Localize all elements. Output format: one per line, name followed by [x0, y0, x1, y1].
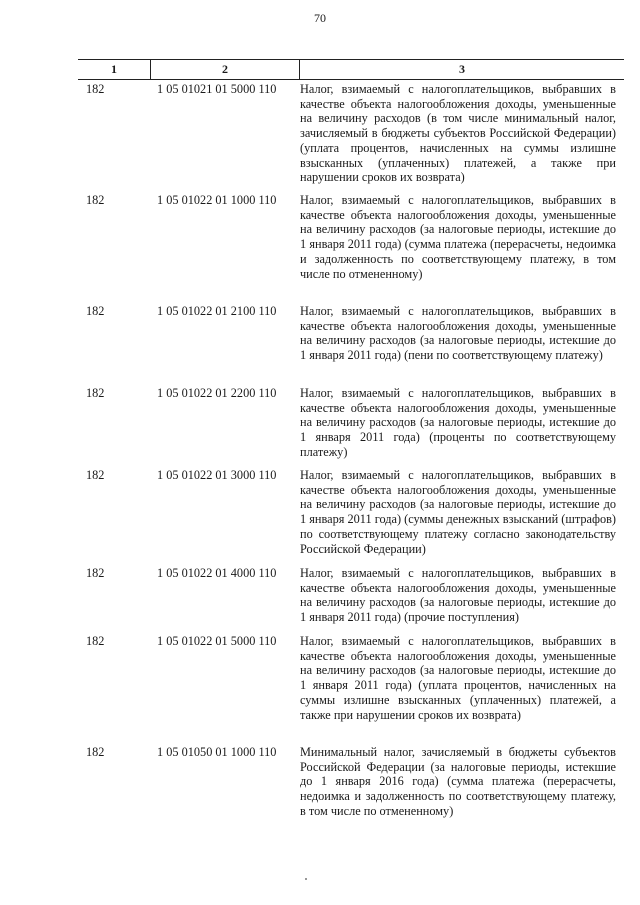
scan-speck	[305, 878, 307, 880]
income-description: Налог, взимаемый с налогоплательщиков, выбравших в качестве объекта налогообложения доходы, уменьшенные на величину расходов (за налоговые периоды, истекшие до 1 января 2011 года) (прочие поступления)	[300, 566, 616, 625]
income-description: Налог, взимаемый с налогоплательщиков, выбравших в качестве объекта налогообложения доходы, уменьшенные на величину расходов (в том числе минимальный налог, зачисляемый в бюджеты субъектов Российской Федерации) (уплата процентов, начисленных на суммы излишне взысканных (уплаченных) платежей, а также при нарушении сроков их возврата)	[300, 82, 616, 185]
income-description: Налог, взимаемый с налогоплательщиков, выбравших в качестве объекта налогообложения доходы, уменьшенные на величину расходов (за налоговые периоды, истекшие до 1 января 2011 года) (сумма платежа (перерасчеты, недоимка и задолженность по соответствующему платежу, в том числе по отмененному)	[300, 193, 616, 281]
admin-code: 182	[86, 386, 105, 400]
admin-code: 182	[86, 82, 105, 96]
budget-classification-code: 1 05 01022 01 2100 110	[157, 304, 277, 318]
budget-classification-code: 1 05 01022 01 1000 110	[157, 193, 277, 207]
income-description: Налог, взимаемый с налогоплательщиков, выбравших в качестве объекта налогообложения доходы, уменьшенные на величину расходов (за налоговые периоды, истекшие до 1 января 2011 года) (суммы денежных взысканий (штрафов) по соответствующему платежу согласно законодательству Российской Федерации)	[300, 468, 616, 556]
income-description: Минимальный налог, зачисляемый в бюджеты субъектов Российской Федерации (за налоговые периоды, истекшие до 1 января 2016 года) (сумма платежа (перерасчеты, недоимка и задолженность по соответствующему платежу, в том числе по отмененному)	[300, 745, 616, 818]
budget-classification-code: 1 05 01022 01 2200 110	[157, 386, 277, 400]
page-number: 70	[314, 11, 326, 25]
income-description: Налог, взимаемый с налогоплательщиков, выбравших в качестве объекта налогообложения доходы, уменьшенные на величину расходов (за налоговые периоды, истекшие до 1 января 2011 года) (уплата процентов, начисленных на суммы излишне взысканных (уплаченных) платежей, а также при нарушении сроков их возврата)	[300, 634, 616, 722]
admin-code: 182	[86, 566, 105, 580]
budget-classification-code: 1 05 01022 01 3000 110	[157, 468, 277, 482]
admin-code: 182	[86, 634, 105, 648]
admin-code: 182	[86, 468, 105, 482]
table-header	[78, 59, 624, 80]
budget-classification-code: 1 05 01022 01 5000 110	[157, 634, 277, 648]
budget-classification-code: 1 05 01050 01 1000 110	[157, 745, 277, 759]
column-header-2: 2	[151, 60, 300, 79]
admin-code: 182	[86, 193, 105, 207]
column-header-1: 1	[78, 60, 151, 79]
income-description: Налог, взимаемый с налогоплательщиков, выбравших в качестве объекта налогообложения доходы, уменьшенные на величину расходов (за налоговые периоды, истекшие до 1 января 2011 года) (проценты по соответствующему платежу)	[300, 386, 616, 459]
column-header-3: 3	[459, 62, 465, 76]
budget-classification-code: 1 05 01022 01 4000 110	[157, 566, 277, 580]
admin-code: 182	[86, 304, 105, 318]
budget-classification-code: 1 05 01021 01 5000 110	[157, 82, 277, 96]
income-description: Налог, взимаемый с налогоплательщиков, выбравших в качестве объекта налогообложения доходы, уменьшенные на величину расходов (за налоговые периоды, истекшие до 1 января 2011 года) (пени по соответствующему платежу)	[300, 304, 616, 363]
admin-code: 182	[86, 745, 105, 759]
